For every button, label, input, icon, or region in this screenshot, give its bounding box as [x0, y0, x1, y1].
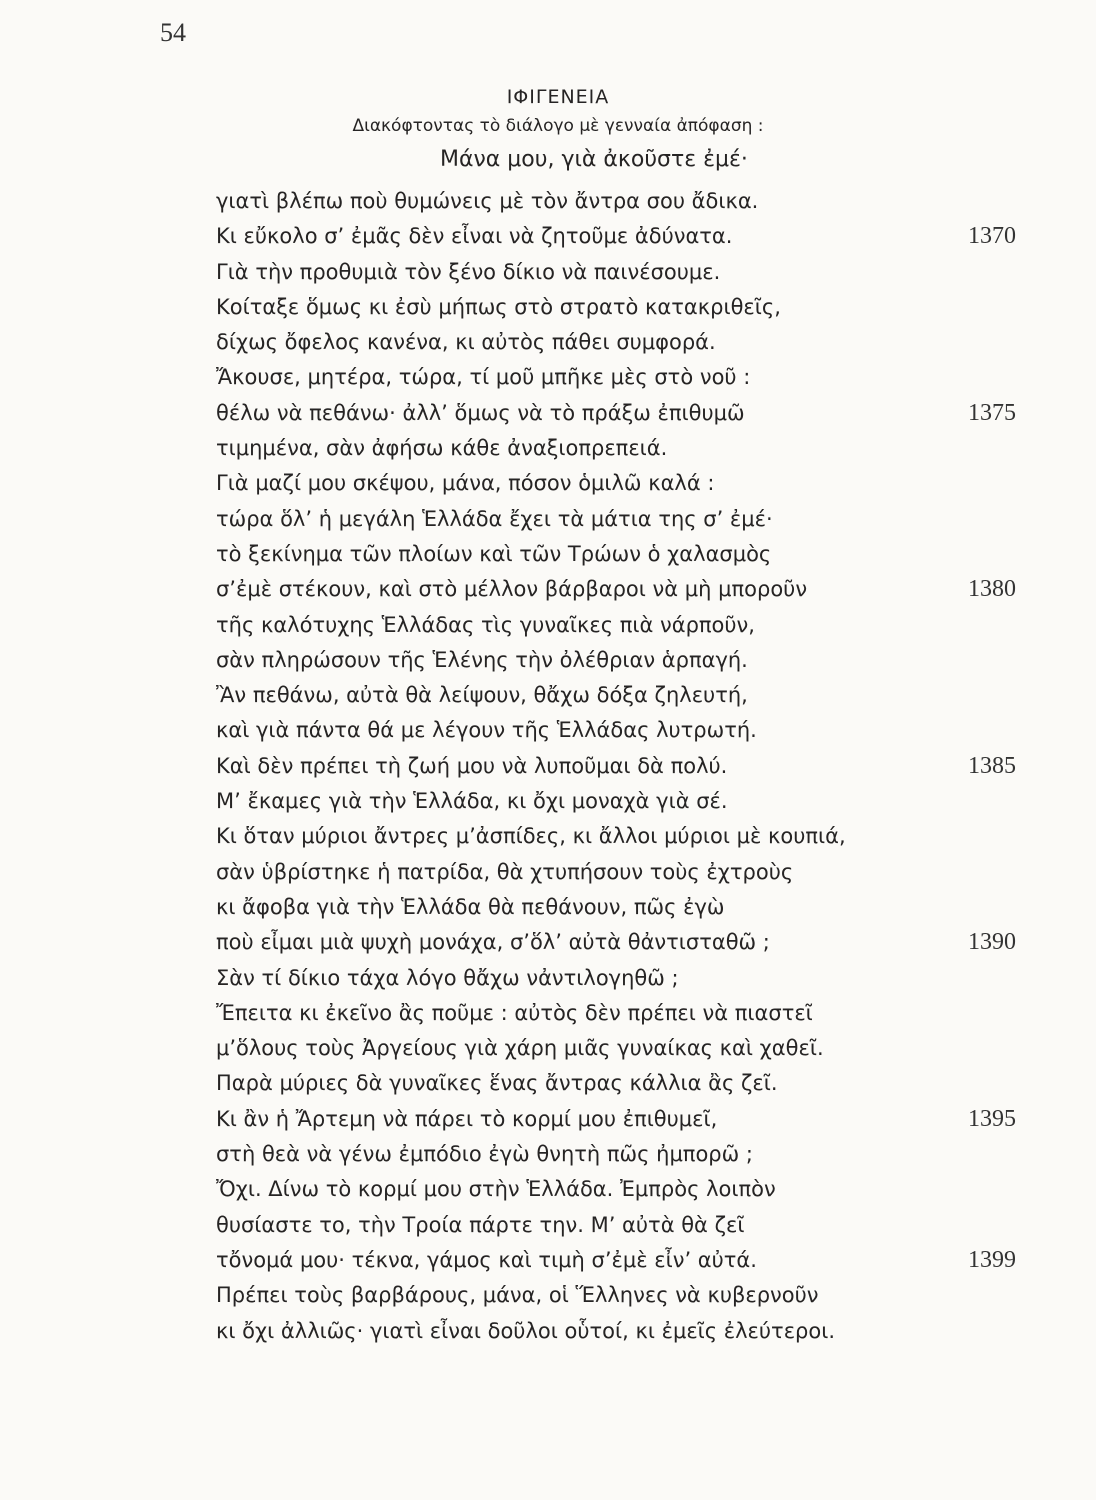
verse-text: θυσίαστε το, τὴν Τροία πάρτε την. Μ’ αὐτὰ θὰ ζεῖ	[216, 1212, 745, 1237]
verse-number: 1370	[968, 223, 1016, 250]
verse-text: Ἂν πεθάνω, αὐτὰ θὰ λείψουν, θἄχω δόξα ζηλευτή,	[216, 683, 748, 708]
verse-line	[216, 1278, 1016, 1313]
verse-number: 1380	[968, 576, 1016, 603]
verse-number: 1390	[968, 929, 1016, 956]
verse-line	[216, 784, 1016, 819]
verse-line	[216, 1137, 1016, 1172]
verse-text: Καὶ δὲν πρέπει τὴ ζωή μου νὰ λυποῦμαι δὰ πολύ.	[216, 753, 728, 778]
verse-text: τώρα ὅλ’ ἡ μεγάλη Ἑλλάδα ἔχει τὰ μάτια της σ’ ἐμέ·	[216, 506, 773, 531]
verse-line	[216, 219, 1016, 254]
verse-text: Σὰν τί δίκιο τάχα λόγο θἄχω νἀντιλογηθῶ ;	[216, 965, 679, 990]
verse-line	[216, 537, 1016, 572]
verse-line	[216, 1172, 1016, 1207]
verse-text: Πρέπει τοὺς βαρβάρους, μάνα, οἱ Ἕλληνες νὰ κυβερνοῦν	[216, 1283, 819, 1308]
stage-direction: Διακόφτοντας τὸ διάλογο μὲ γενναία ἀπόφαση :	[352, 116, 764, 136]
verse-text: Παρὰ μύριες δὰ γυναῖκες ἕνας ἄντρας κάλλια ἂς ζεῖ.	[216, 1071, 778, 1096]
verse-line	[216, 502, 1016, 537]
verse-text: δίχως ὄφελος κανένα, κι αὐτὸς πάθει συμφορά.	[216, 330, 716, 355]
verse-text: Κι ὅταν μύριοι ἄντρες μ’ἀσπίδες, κι ἄλλοι μύριοι μὲ κουπιά,	[216, 824, 846, 849]
speaker-name: ΙΦΙΓΕΝΕΙΑ	[506, 86, 610, 108]
verse-text: Γιὰ μαζί μου σκέψου, μάνα, πόσον ὁμιλῶ καλά :	[216, 471, 715, 496]
verse-line	[216, 572, 1016, 607]
verse-text: τῆς καλότυχης Ἑλλάδας τὶς γυναῖκες πιὰ νάρποῦν,	[216, 612, 755, 637]
verse-text: ποὺ εἶμαι μιὰ ψυχὴ μονάχα, σ’ὅλ’ αὐτὰ θἀντισταθῶ ;	[216, 930, 770, 955]
verse-line	[216, 643, 1016, 678]
verse-text: Ἄκουσε, μητέρα, τώρα, τί μοῦ μπῆκε μὲς στὸ νοῦ :	[216, 365, 751, 390]
verse-line	[216, 325, 1016, 360]
verse-text: τὄνομά μου· τέκνα, γάμος καὶ τιμὴ σ’ἐμὲ εἶν’ αὐτά.	[216, 1247, 757, 1272]
verse-text: σὰν ὑβρίστηκε ἡ πατρίδα, θὰ χτυπήσουν τοὺς ἐχτροὺς	[216, 859, 794, 884]
verse-line	[216, 713, 1016, 748]
verse-number: 1375	[968, 399, 1016, 426]
verse-line	[216, 396, 1016, 431]
verse-text: κι ἄφοβα γιὰ τὴν Ἑλλάδα θὰ πεθάνουν, πῶς ἐγὼ	[216, 894, 725, 919]
verse-line	[216, 925, 1016, 960]
verse-line	[216, 996, 1016, 1031]
verse-text: καὶ γιὰ πάντα θά με λέγουν τῆς Ἑλλάδας λυτρωτή.	[216, 718, 757, 743]
verse-text: Ἔπειτα κι ἐκεῖνο ἂς ποῦμε : αὐτὸς δὲν πρέπει νὰ πιαστεῖ	[216, 1000, 813, 1025]
verse-text: Μ’ ἔκαμες γιὰ τὴν Ἑλλάδα, κι ὄχι μοναχὰ γιὰ σέ.	[216, 789, 728, 814]
verse-number: 1385	[968, 752, 1016, 779]
verse-number: 1395	[968, 1105, 1016, 1132]
verse-text: Κι εὔκολο σ’ ἐμᾶς δὲν εἶναι νὰ ζητοῦμε ἀδύνατα.	[216, 224, 733, 249]
verse-line	[216, 255, 1016, 290]
opening-half-line: Μάνα μου, γιὰ ἀκοῦστε ἐμέ·	[440, 147, 748, 172]
verse-block	[216, 184, 1016, 1349]
verse-text: μ’ὅλους τοὺς Ἀργείους γιὰ χάρη μιᾶς γυναίκας καὶ χαθεῖ.	[216, 1036, 824, 1061]
verse-line	[216, 819, 1016, 854]
verse-line	[216, 961, 1016, 996]
verse-line	[216, 466, 1016, 501]
verse-text: κι ὄχι ἀλλιῶς· γιατὶ εἶναι δοῦλοι οὗτοί, κι ἐμεῖς ἐλεύτεροι.	[216, 1318, 836, 1343]
verse-line	[216, 1031, 1016, 1066]
verse-text: Κοίταξε ὅμως κι ἐσὺ μήπως στὸ στρατὸ κατακριθεῖς,	[216, 294, 781, 319]
verse-text: Ὄχι. Δίνω τὸ κορμί μου στὴν Ἑλλάδα. Ἐμπρὸς λοιπὸν	[216, 1177, 776, 1202]
verse-line	[216, 184, 1016, 219]
verse-text: τὸ ξεκίνημα τῶν πλοίων καὶ τῶν Τρώων ὁ χαλασμὸς	[216, 541, 772, 566]
verse-text: σ’ἐμὲ στέκουν, καὶ στὸ μέλλον βάρβαροι νὰ μὴ μποροῦν	[216, 577, 808, 602]
verse-text: Γιὰ τὴν προθυμιὰ τὸν ξένο δίκιο νὰ παινέσουμε.	[216, 259, 721, 284]
verse-line	[216, 1314, 1016, 1349]
verse-line	[216, 855, 1016, 890]
verse-text: σὰν πληρώσουν τῆς Ἑλένης τὴν ὀλέθριαν ἁρπαγή.	[216, 647, 748, 672]
verse-text: τιμημένα, σὰν ἀφήσω κάθε ἀναξιοπρεπειά.	[216, 436, 668, 461]
page-number: 54	[160, 18, 186, 47]
verse-line	[216, 360, 1016, 395]
verse-text: στὴ θεὰ νὰ γένω ἐμπόδιο ἐγὼ θνητὴ πῶς ἠμπορῶ ;	[216, 1142, 753, 1167]
verse-line	[216, 678, 1016, 713]
verse-line	[216, 1102, 1016, 1137]
verse-line	[216, 1066, 1016, 1101]
verse-text: γιατὶ βλέπω ποὺ θυμώνεις μὲ τὸν ἄντρα σου ἄδικα.	[216, 189, 759, 213]
verse-line	[216, 1208, 1016, 1243]
verse-line	[216, 608, 1016, 643]
verse-text: θέλω νὰ πεθάνω· ἀλλ’ ὅμως νὰ τὸ πράξω ἐπιθυμῶ	[216, 400, 745, 425]
verse-text: Κι ἂν ἡ Ἄρτεμη νὰ πάρει τὸ κορμί μου ἐπιθυμεῖ,	[216, 1106, 718, 1131]
verse-line	[216, 1243, 1016, 1278]
verse-line	[216, 749, 1016, 784]
verse-line	[216, 290, 1016, 325]
verse-line	[216, 431, 1016, 466]
verse-line	[216, 890, 1016, 925]
verse-number: 1399	[968, 1246, 1016, 1273]
